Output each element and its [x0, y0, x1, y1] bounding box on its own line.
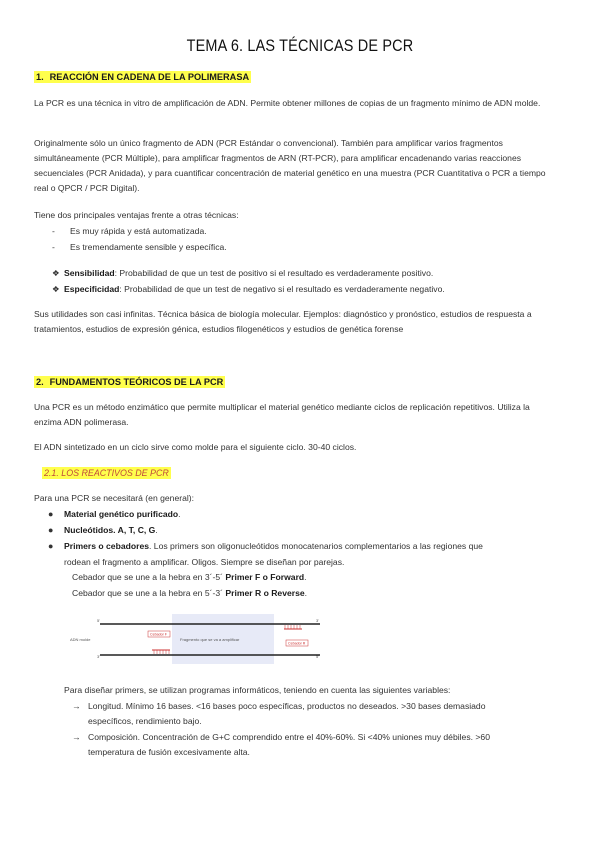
section-2-heading [34, 377, 225, 387]
section-2-title: FUNDAMENTOS TEÓRICOS DE LA PCR [49, 377, 224, 387]
primer-f-label: Cebador F [150, 632, 167, 637]
reagent-item-1: ● Material genético purificado. [48, 509, 181, 519]
diamond-bullet-icon: ❖ [52, 268, 60, 278]
strand-top-3prime: 3' [316, 618, 319, 623]
design-variable-1: → Longitud. Mínimo 16 bases. <16 bases poco específicas, productos no deseados. >30 bases demasiado [72, 699, 485, 714]
arrow-bullet-icon: → [72, 701, 81, 711]
reagent-item-3-continuation: rodean el fragmento a amplificar. Oligos. Siempre se diseñan por parejas. [64, 557, 345, 567]
section-1-number: 1. [36, 72, 44, 82]
definition-text: : Probabilidad de que un test de negativo si el resultado es verdaderamente negativo. [119, 284, 445, 294]
primer-f-ticks [154, 650, 169, 654]
primer-forward-line: Cebador que se une a la hebra en 3´-5´ Primer F o Forward. [72, 572, 307, 582]
section-2-number: 2. [36, 377, 44, 387]
pcr-primer-diagram [70, 612, 340, 668]
page-title: TEMA 6. LAS TÉCNICAS DE PCR [186, 36, 414, 55]
subsection-2-1-heading: 2.1. LOS REACTIVOS DE PCR [44, 468, 169, 478]
s1-paragraph-3: Tiene dos principales ventajas frente a otras técnicas: [34, 210, 239, 220]
s1-paragraph-4: Sus utilidades son casi infinitas. Técnica básica de biología molecular. Ejemplos: diagnóstico y pronóstico, estudios de respuesta a tratamientos, estudios de expresión génica, estudios filogenéticos y estudios de genética forense [34, 309, 532, 334]
section-1-title: REACCIÓN EN CADENA DE LA POLIMERASA [49, 72, 250, 82]
definition-term: Especificidad [64, 284, 120, 294]
primer-r-ticks [285, 625, 300, 629]
s1-paragraph-2: Originalmente sólo un único fragmento de ADN (PCR Estándar o convencional). También para amplificar varios fragmentos simultáneamente (PCR Múltiple), para amplificar fragmentos de ARN (RT-PCR), para amplificar encadenando varias reacciones secuenciales (PCR Anidada), y para cuantificar concentración de material genético en una muestra (PCR Cuantitativa o PCR a tiempo real o QPCR / PCR Digital). [34, 138, 546, 193]
design-variable-1-cont: específicos, rendimiento bajo. [88, 716, 202, 726]
target-fragment-label: Fragmento que se va a amplificar [180, 637, 240, 642]
primer-r-label: Cebador R [288, 641, 306, 646]
advantage-item-2: - Es tremendamente sensible y específica. [52, 242, 227, 252]
definition-text: : Probabilidad de que un test de positivo si el resultado es verdaderamente positivo. [114, 268, 434, 278]
primer-reverse-line: Cebador que se une a la hebra en 5´-3´ Primer R o Reverse. [72, 588, 308, 598]
strand-top-5prime: 5' [97, 618, 100, 623]
reagent-item-2: ● Nucleótidos. A, T, C, G. [48, 525, 158, 535]
reagents-intro: Para una PCR se necesitará (en general): [34, 493, 195, 503]
design-variable-2-cont: temperatura de fusión excesivamente alta. [88, 747, 250, 757]
diamond-bullet-icon: ❖ [52, 284, 60, 294]
definition-item-2 [52, 282, 445, 297]
strand-bottom-3prime: 3' [97, 654, 100, 659]
definition-term: Sensibilidad [64, 268, 115, 278]
advantage-text: Es muy rápida y está automatizada. [70, 226, 207, 236]
advantage-item-1: - Es muy rápida y está automatizada. [52, 226, 207, 236]
section-1-heading [34, 72, 251, 82]
advantage-text: Es tremendamente sensible y específica. [70, 242, 227, 252]
reagent-item-3: ● Primers o cebadores. Los primers son oligonucleótidos monocatenarios complementarios a las regiones que [48, 541, 483, 551]
design-variable-2: → Composición. Concentración de G+C comprendido entre el 40%-60%. Si <40% uniones muy débiles. >60 [72, 730, 490, 745]
s1-paragraph-1: La PCR es una técnica in vitro de amplificación de ADN. Permite obtener millones de copias de un fragmento mínimo de ADN molde. [34, 98, 541, 108]
s2-paragraph-1: Una PCR es un método enzimático que permite multiplicar el material genético mediante ciclos de replicación repetitivos. Utiliza la enzima ADN polimerasa. [34, 402, 530, 427]
definition-item-1 [52, 266, 433, 281]
s2-paragraph-2: El ADN sintetizado en un ciclo sirve como molde para el siguiente ciclo. 30-40 ciclos. [34, 442, 357, 452]
template-label: ADN molde [70, 637, 91, 642]
arrow-bullet-icon: → [72, 732, 81, 742]
strand-bottom-5prime: 5' [316, 654, 319, 659]
primer-design-intro: Para diseñar primers, se utilizan programas informáticos, teniendo en cuenta las siguientes variables: [64, 685, 451, 695]
